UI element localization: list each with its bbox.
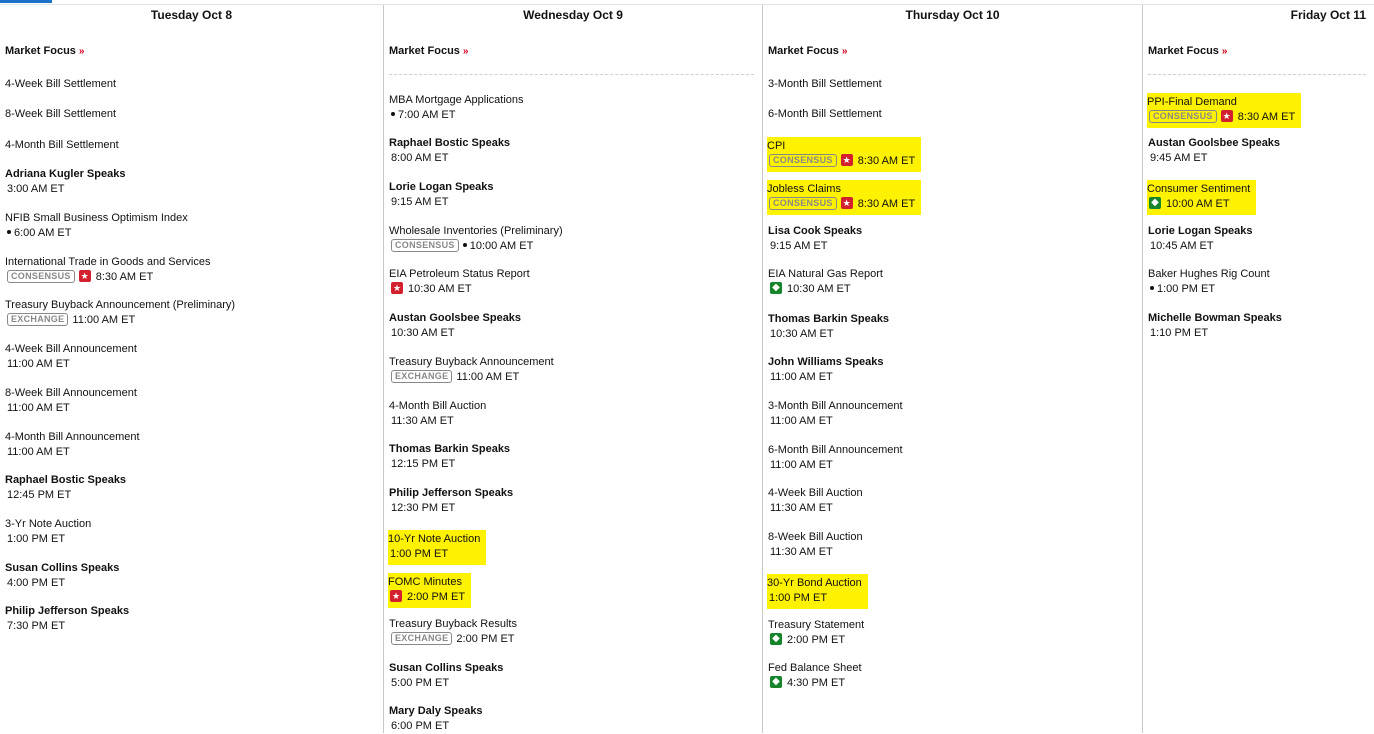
event-time-line bbox=[1148, 282, 1270, 297]
consensus-badge[interactable]: CONSENSUS bbox=[769, 197, 837, 210]
calendar-event[interactable] bbox=[389, 311, 521, 341]
event-time-line bbox=[768, 633, 864, 648]
calendar-event[interactable] bbox=[5, 77, 116, 92]
event-time-line bbox=[1147, 110, 1295, 125]
event-name[interactable]: EIA Petroleum Status Report bbox=[389, 268, 530, 280]
event-time-line bbox=[5, 576, 119, 591]
star-icon: ★ bbox=[80, 271, 89, 282]
calendar-event[interactable] bbox=[5, 473, 126, 503]
event-time: 8:00 AM ET bbox=[391, 152, 449, 164]
event-name[interactable]: FOMC Minutes bbox=[388, 576, 462, 588]
event-name[interactable]: 4-Month Bill Announcement bbox=[5, 431, 140, 443]
star-icon: ★ bbox=[842, 155, 851, 166]
day-header: Friday Oct 11 bbox=[1290, 8, 1366, 22]
event-time: 9:45 AM ET bbox=[1150, 152, 1208, 164]
bullet-dot-icon bbox=[1150, 286, 1154, 290]
event-time-line bbox=[389, 632, 517, 647]
calendar-event[interactable] bbox=[389, 617, 517, 647]
event-name[interactable]: Michelle Bowman Speaks bbox=[1148, 312, 1282, 324]
event-time: 2:00 PM ET bbox=[787, 634, 846, 646]
consensus-badge[interactable]: CONSENSUS bbox=[769, 154, 837, 167]
bullet-dot-icon bbox=[391, 112, 395, 116]
event-time-line bbox=[389, 195, 494, 210]
calendar-event[interactable] bbox=[5, 561, 119, 591]
star-icon: ★ bbox=[842, 198, 851, 209]
event-name[interactable]: Treasury Buyback Announcement bbox=[389, 356, 554, 368]
event-name[interactable]: 4-Week Bill Settlement bbox=[5, 78, 117, 90]
event-time: 11:00 AM ET bbox=[770, 415, 833, 427]
event-time: 11:00 AM ET bbox=[456, 371, 520, 383]
bullet-dot-icon bbox=[463, 243, 467, 247]
calendar-event[interactable] bbox=[389, 442, 510, 472]
event-name[interactable]: 8-Week Bill Settlement bbox=[5, 108, 117, 120]
event-name[interactable]: 6-Month Bill Settlement bbox=[768, 108, 882, 120]
event-time: 10:45 AM ET bbox=[1150, 240, 1214, 252]
event-time: 7:30 PM ET bbox=[7, 620, 66, 632]
day-header: Thursday Oct 10 bbox=[905, 8, 1000, 22]
day-column-thursday bbox=[763, 5, 1142, 733]
calendar-event[interactable] bbox=[389, 486, 513, 516]
event-name[interactable]: Raphael Bostic Speaks bbox=[389, 137, 511, 149]
calendar-event[interactable] bbox=[5, 517, 91, 547]
calendar-event[interactable] bbox=[389, 224, 563, 254]
event-time: 11:00 AM ET bbox=[72, 314, 136, 326]
event-time: 11:00 AM ET bbox=[770, 459, 833, 471]
event-time: 9:15 AM ET bbox=[391, 196, 449, 208]
event-time: 10:30 AM ET bbox=[787, 283, 851, 295]
event-name[interactable]: 6-Month Bill Announcement bbox=[768, 444, 903, 456]
event-time: 12:45 PM ET bbox=[7, 489, 72, 501]
market-focus-label: Market Focus bbox=[5, 45, 76, 57]
diamond-icon: ◆ bbox=[770, 676, 782, 688]
exchange-badge[interactable]: EXCHANGE bbox=[391, 370, 452, 383]
event-name[interactable]: Adriana Kugler Speaks bbox=[5, 168, 126, 180]
calendar-event[interactable] bbox=[768, 107, 882, 122]
event-name[interactable]: Lorie Logan Speaks bbox=[389, 181, 494, 193]
event-time: 2:00 PM ET bbox=[456, 633, 515, 645]
event-time-line bbox=[5, 488, 126, 503]
event-name[interactable]: Austan Goolsbee Speaks bbox=[389, 312, 522, 324]
consensus-badge[interactable]: CONSENSUS bbox=[1149, 110, 1217, 123]
event-time: 11:00 AM ET bbox=[770, 371, 833, 383]
calendar-event[interactable] bbox=[388, 573, 471, 608]
event-time: 8:30 AM ET bbox=[857, 198, 916, 210]
diamond-icon: ◆ bbox=[1149, 197, 1161, 209]
exchange-badge[interactable]: EXCHANGE bbox=[391, 632, 452, 645]
event-name[interactable]: Philip Jefferson Speaks bbox=[5, 605, 130, 617]
event-time: 9:15 AM ET bbox=[770, 240, 828, 252]
event-time-line bbox=[5, 313, 235, 328]
event-time-line bbox=[5, 182, 125, 197]
event-name[interactable]: International Trade in Goods and Services bbox=[5, 256, 211, 268]
event-time-line bbox=[768, 545, 863, 560]
event-time: 1:00 PM ET bbox=[769, 592, 828, 604]
calendar-event[interactable] bbox=[5, 430, 140, 460]
calendar-event[interactable] bbox=[389, 93, 524, 123]
event-time: 5:00 PM ET bbox=[391, 677, 450, 689]
calendar-event[interactable] bbox=[768, 486, 863, 516]
calendar-event[interactable] bbox=[5, 107, 116, 122]
market-focus-link[interactable] bbox=[1148, 45, 1227, 57]
event-time-line bbox=[5, 619, 129, 634]
calendar-event[interactable] bbox=[5, 604, 129, 634]
event-time: 6:00 PM ET bbox=[391, 720, 450, 732]
event-time-line bbox=[1148, 326, 1282, 341]
market-focus-link[interactable] bbox=[768, 45, 847, 57]
event-time-line bbox=[389, 719, 483, 734]
calendar-event[interactable] bbox=[389, 267, 530, 297]
calendar-event[interactable] bbox=[1148, 224, 1253, 254]
event-name[interactable]: Consumer Sentiment bbox=[1147, 183, 1251, 195]
event-time-line bbox=[768, 458, 903, 473]
star-icon: ★ bbox=[392, 283, 402, 294]
event-time: 11:30 AM ET bbox=[770, 546, 833, 558]
calendar-event[interactable] bbox=[5, 255, 210, 285]
event-time: 2:00 PM ET bbox=[407, 591, 466, 603]
consensus-badge[interactable]: CONSENSUS bbox=[391, 239, 459, 252]
event-time: 8:30 AM ET bbox=[1237, 111, 1296, 123]
calendar-event[interactable] bbox=[768, 399, 903, 429]
bullet-dot-icon bbox=[7, 230, 11, 234]
event-name[interactable]: EIA Natural Gas Report bbox=[768, 268, 883, 280]
calendar-event[interactable] bbox=[5, 211, 188, 241]
event-name[interactable]: Raphael Bostic Speaks bbox=[5, 474, 127, 486]
event-time: 12:15 PM ET bbox=[391, 458, 456, 470]
event-name[interactable]: Susan Collins Speaks bbox=[5, 562, 120, 574]
event-time: 11:00 AM ET bbox=[7, 446, 70, 458]
event-time: 12:30 PM ET bbox=[391, 502, 456, 514]
event-name[interactable]: Treasury Buyback Results bbox=[389, 618, 517, 630]
event-name[interactable]: Treasury Buyback Announcement (Preliminary) bbox=[5, 299, 236, 311]
event-time-line bbox=[1147, 197, 1250, 212]
event-time-line bbox=[389, 370, 554, 385]
focus-divider bbox=[389, 74, 754, 75]
event-time: 4:00 PM ET bbox=[7, 577, 66, 589]
chevron-right-icon: » bbox=[78, 46, 85, 57]
diamond-icon: ◆ bbox=[770, 633, 782, 645]
calendar-event[interactable] bbox=[1148, 136, 1280, 166]
event-time: 4:30 PM ET bbox=[787, 677, 846, 689]
event-name[interactable]: Thomas Barkin Speaks bbox=[768, 313, 890, 325]
calendar-event[interactable] bbox=[389, 661, 503, 691]
calendar-event[interactable] bbox=[5, 138, 119, 153]
event-time: 10:00 AM ET bbox=[1166, 198, 1230, 210]
calendar-event[interactable] bbox=[389, 136, 510, 166]
event-time-line bbox=[389, 151, 510, 166]
event-time-line bbox=[767, 197, 915, 212]
event-time: 3:00 AM ET bbox=[7, 183, 65, 195]
event-time-line bbox=[5, 401, 137, 416]
event-time-line bbox=[768, 282, 883, 297]
event-time: 1:00 PM ET bbox=[1157, 283, 1216, 295]
event-time-line bbox=[5, 270, 210, 285]
event-name[interactable]: Mary Daly Speaks bbox=[389, 705, 483, 717]
event-name[interactable]: 30-Yr Bond Auction bbox=[767, 577, 862, 589]
event-time-line bbox=[5, 357, 137, 372]
event-time-line bbox=[1148, 239, 1253, 254]
event-time-line bbox=[5, 532, 91, 547]
event-time-line bbox=[768, 327, 889, 342]
market-focus-label: Market Focus bbox=[389, 45, 460, 57]
consensus-badge[interactable]: CONSENSUS bbox=[7, 270, 75, 283]
event-time-line bbox=[388, 590, 465, 605]
day-column-tuesday bbox=[0, 5, 383, 733]
event-time-line bbox=[389, 676, 503, 691]
calendar-event[interactable] bbox=[389, 399, 486, 429]
event-time-line bbox=[1148, 151, 1280, 166]
calendar-event[interactable] bbox=[1147, 93, 1301, 128]
event-name[interactable]: 3-Yr Note Auction bbox=[5, 518, 92, 530]
calendar-event[interactable] bbox=[5, 298, 235, 328]
event-name[interactable]: Philip Jefferson Speaks bbox=[389, 487, 514, 499]
active-tab-indicator bbox=[0, 0, 52, 3]
event-time: 10:00 AM ET bbox=[469, 240, 534, 252]
star-icon: ★ bbox=[391, 591, 401, 602]
calendar-event[interactable] bbox=[768, 77, 882, 92]
calendar-event[interactable] bbox=[768, 312, 889, 342]
calendar-event[interactable] bbox=[768, 267, 883, 297]
star-icon: ★ bbox=[1222, 111, 1231, 122]
event-name[interactable]: 3-Month Bill Settlement bbox=[768, 78, 882, 90]
calendar-event[interactable] bbox=[389, 704, 483, 734]
calendar-event[interactable] bbox=[768, 618, 864, 648]
event-name[interactable]: 8-Week Bill Auction bbox=[768, 531, 863, 543]
event-time-line bbox=[768, 239, 862, 254]
event-name[interactable]: 10-Yr Note Auction bbox=[388, 533, 481, 545]
calendar-event[interactable] bbox=[388, 530, 486, 565]
event-time: 10:30 AM ET bbox=[408, 283, 472, 295]
day-column-friday bbox=[1143, 5, 1374, 733]
calendar-event[interactable] bbox=[5, 167, 125, 197]
event-time: 1:00 PM ET bbox=[7, 533, 66, 545]
event-time-line bbox=[768, 414, 903, 429]
day-header: Wednesday Oct 9 bbox=[523, 8, 623, 22]
calendar-event[interactable] bbox=[767, 574, 868, 609]
market-focus-label: Market Focus bbox=[768, 45, 839, 57]
event-name[interactable]: NFIB Small Business Optimism Index bbox=[5, 212, 188, 224]
event-time-line bbox=[768, 370, 883, 385]
calendar-event[interactable] bbox=[1148, 311, 1282, 341]
chevron-right-icon: » bbox=[841, 46, 848, 57]
market-focus-label: Market Focus bbox=[1148, 45, 1219, 57]
event-time: 11:00 AM ET bbox=[7, 402, 70, 414]
event-name[interactable]: Lisa Cook Speaks bbox=[768, 225, 863, 237]
event-name[interactable]: PPI-Final Demand bbox=[1147, 96, 1237, 108]
calendar-event[interactable] bbox=[5, 342, 137, 372]
calendar-event[interactable] bbox=[389, 180, 494, 210]
event-time-line bbox=[5, 226, 188, 241]
calendar-event[interactable] bbox=[1148, 267, 1270, 297]
market-focus-link[interactable] bbox=[5, 45, 84, 57]
diamond-icon: ◆ bbox=[770, 282, 782, 294]
event-time-line bbox=[389, 239, 563, 254]
event-time: 8:30 AM ET bbox=[857, 155, 916, 167]
event-time-line bbox=[389, 414, 486, 429]
event-name[interactable]: Austan Goolsbee Speaks bbox=[1148, 137, 1281, 149]
calendar-event[interactable] bbox=[5, 386, 137, 416]
event-time-line bbox=[389, 326, 521, 341]
event-name[interactable]: Wholesale Inventories (Preliminary) bbox=[389, 225, 563, 237]
event-name[interactable]: Baker Hughes Rig Count bbox=[1148, 268, 1270, 280]
event-name[interactable]: 8-Week Bill Announcement bbox=[5, 387, 137, 399]
event-time: 1:10 PM ET bbox=[1150, 327, 1209, 339]
event-time: 10:30 AM ET bbox=[770, 328, 834, 340]
day-column-wednesday bbox=[384, 5, 762, 733]
event-name[interactable]: Fed Balance Sheet bbox=[768, 662, 862, 674]
calendar-event[interactable] bbox=[767, 137, 921, 172]
event-time-line bbox=[5, 445, 140, 460]
calendar-event[interactable] bbox=[389, 355, 554, 385]
event-time-line bbox=[389, 501, 513, 516]
calendar-event[interactable] bbox=[768, 443, 903, 473]
event-time-line bbox=[389, 282, 530, 297]
event-time: 11:30 AM ET bbox=[391, 415, 454, 427]
event-name[interactable]: Susan Collins Speaks bbox=[389, 662, 504, 674]
event-time-line bbox=[389, 457, 510, 472]
market-focus-link[interactable] bbox=[389, 45, 468, 57]
event-name[interactable]: MBA Mortgage Applications bbox=[389, 94, 524, 106]
event-name[interactable]: 4-Week Bill Announcement bbox=[5, 343, 137, 355]
calendar-event[interactable] bbox=[767, 180, 921, 215]
event-name[interactable]: Thomas Barkin Speaks bbox=[389, 443, 511, 455]
calendar-event[interactable] bbox=[768, 661, 862, 691]
chevron-right-icon: » bbox=[462, 46, 469, 57]
event-name[interactable]: Jobless Claims bbox=[767, 183, 841, 195]
chevron-right-icon: » bbox=[1221, 46, 1228, 57]
event-time: 11:00 AM ET bbox=[7, 358, 70, 370]
event-name[interactable]: Treasury Statement bbox=[768, 619, 865, 631]
event-time-line bbox=[389, 108, 524, 123]
event-name[interactable]: 4-Month Bill Settlement bbox=[5, 139, 119, 151]
calendar-event[interactable] bbox=[768, 224, 862, 254]
event-name[interactable]: 4-Week Bill Auction bbox=[768, 487, 863, 499]
focus-divider bbox=[1148, 74, 1366, 75]
calendar-event[interactable] bbox=[1147, 180, 1256, 215]
day-header: Tuesday Oct 8 bbox=[150, 8, 233, 22]
event-time-line bbox=[767, 154, 915, 169]
event-time: 1:00 PM ET bbox=[390, 548, 449, 560]
event-time-line bbox=[768, 676, 862, 691]
event-time: 11:30 AM ET bbox=[770, 502, 833, 514]
calendar-event[interactable] bbox=[768, 355, 883, 385]
event-name[interactable]: CPI bbox=[767, 140, 786, 152]
exchange-badge[interactable]: EXCHANGE bbox=[7, 313, 68, 326]
event-time: 10:30 AM ET bbox=[391, 327, 455, 339]
event-name[interactable]: Lorie Logan Speaks bbox=[1148, 225, 1253, 237]
event-time: 7:00 AM ET bbox=[398, 109, 456, 121]
event-name[interactable]: John Williams Speaks bbox=[768, 356, 884, 368]
event-time: 6:00 AM ET bbox=[14, 227, 72, 239]
calendar-event[interactable] bbox=[768, 530, 863, 560]
event-time-line bbox=[768, 501, 863, 516]
event-name[interactable]: 4-Month Bill Auction bbox=[389, 400, 487, 412]
event-time-line bbox=[767, 591, 862, 606]
event-name[interactable]: 3-Month Bill Announcement bbox=[768, 400, 903, 412]
event-time: 8:30 AM ET bbox=[95, 271, 154, 283]
event-time-line bbox=[388, 547, 480, 562]
